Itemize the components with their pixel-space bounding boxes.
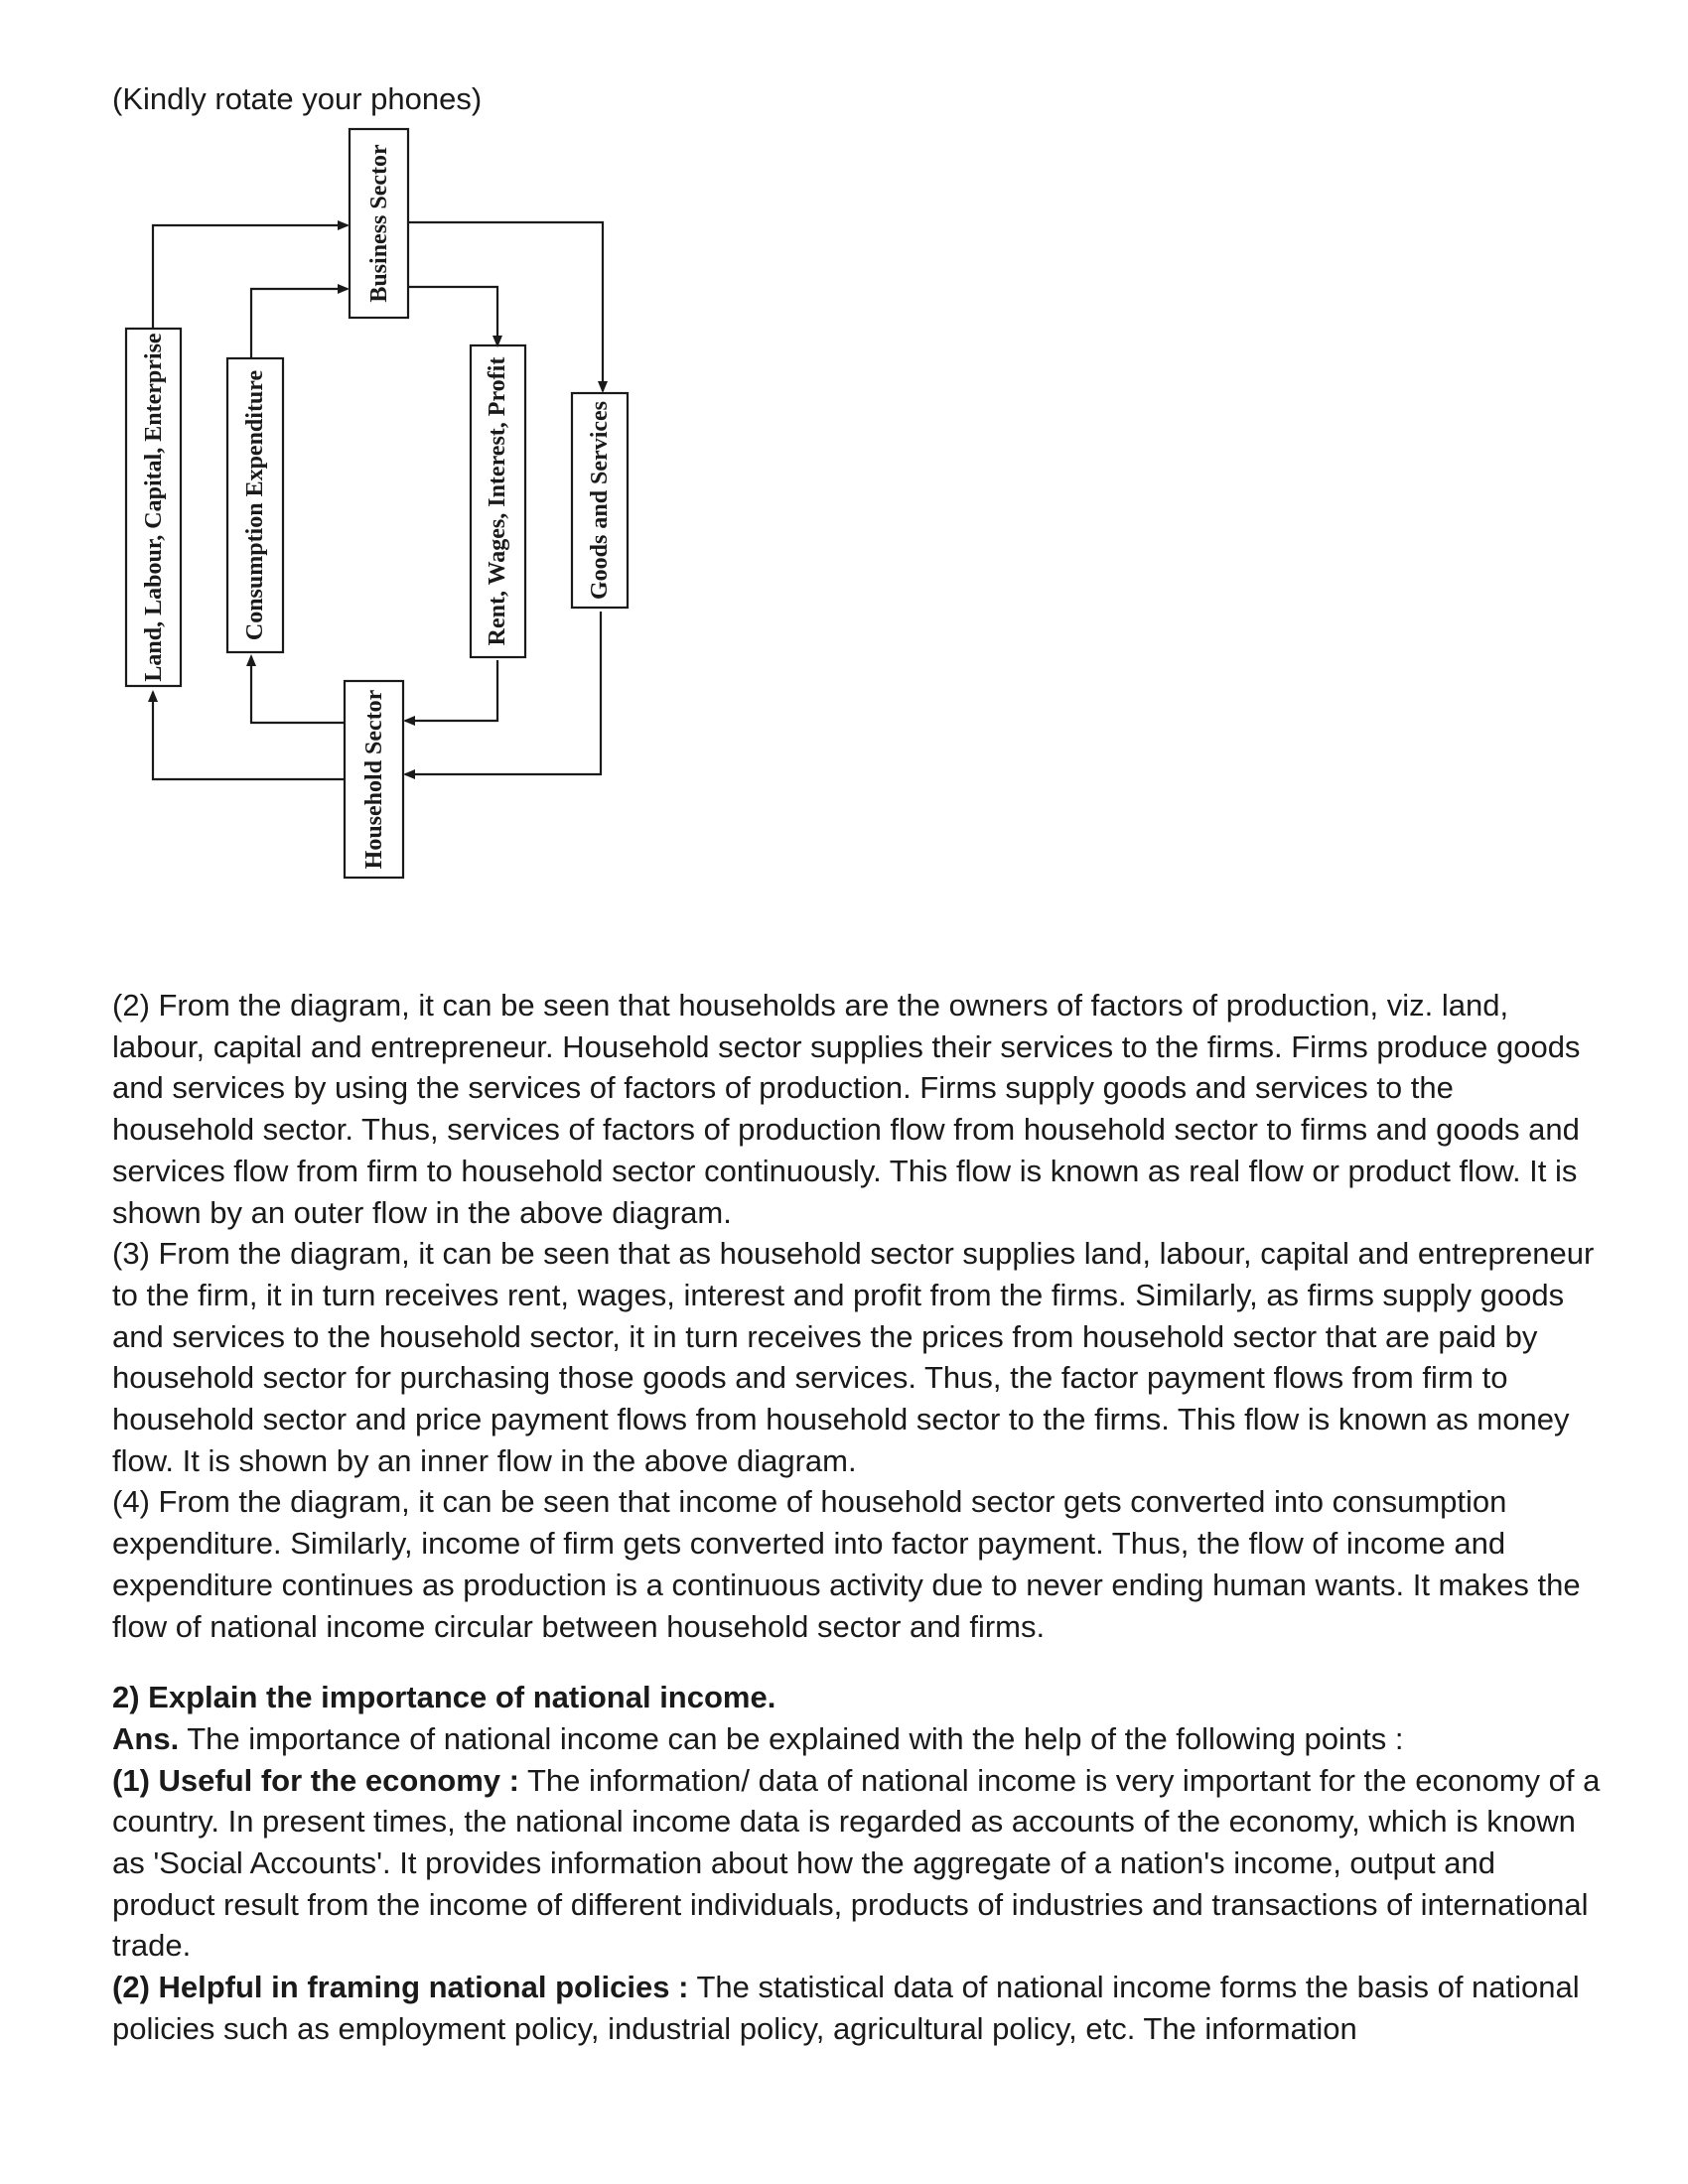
paragraph-2: (2) From the diagram, it can be seen that households are the owners of factors of production, viz. land, labour, capital and entrepreneur. Household sector supplies their services to the firms. Firms produce goods and services by using the services of factors of production. Firms supply goods and services to the household sector. Thus, services of factors of production flow from household sector to firms and goods and services flow from firm to household sector continuously. This flow is known as real flow or product flow. It is shown by an outer flow in the above diagram. <box>112 988 1581 1230</box>
consumption-label: Consumption Expenditure <box>242 369 268 641</box>
business-sector-label: Business Sector <box>366 144 392 303</box>
factors-label: Land, Labour, Capital, Enterprise <box>141 333 167 682</box>
question-heading <box>112 1677 1602 1718</box>
body-text <box>112 985 1602 2050</box>
flow-line-consumption-out <box>251 289 348 358</box>
point-1-heading: (1) Useful for the economy : <box>112 1762 519 1798</box>
point-1-paragraph <box>112 1760 1602 1968</box>
answer-paragraph <box>112 1718 1602 1760</box>
answer-label: Ans. <box>112 1720 180 1756</box>
point-2-paragraph <box>112 1967 1602 2049</box>
household-sector-label: Household Sector <box>361 689 387 870</box>
point-1-text: The information/ data of national income is very important for the economy of a country. In present times, the national income data is regarded as accounts of the economy, which is known as 'Social Accounts'. It provides information about how the aggregate of a nation's income, output and product result from the income of different individuals, products of industries and transactions of international trade. <box>112 1762 1601 1964</box>
question-text: 2) Explain the importance of national income. <box>112 1680 776 1715</box>
flow-line-consumption-in <box>251 656 345 723</box>
paragraph-3: (3) From the diagram, it can be seen that as household sector supplies land, labour, capital and entrepreneur to the firm, it in turn receives rent, wages, interest and profit from the firms. Similarly, as firms supply goods and services to the household sector, it in turn receives the prices from household sector that are paid by household sector for purchasing those goods and services. Thus, the factor payment flows from firm to household sector and price payment flows from household sector to the firms. This flow is known as money flow. It is shown by an inner flow in the above diagram. <box>112 1236 1595 1478</box>
paragraph-4: (4) From the diagram, it can be seen that income of household sector gets converted into consumption expenditure. Similarly, income of firm gets converted into factor payment. Thus, the flow of income and expenditure continues as production is a continuous activity due to never ending human wants. It makes the flow of national income circular between household sector and firms. <box>112 1484 1581 1644</box>
flow-line-factors-in <box>153 692 345 779</box>
flow-line-income-in <box>409 287 497 345</box>
point-2-text: The statistical data of national income forms the basis of national policies such as employment policy, industrial policy, agricultural policy, etc. The information <box>112 1970 1580 2046</box>
rotate-note: (Kindly rotate your phones) <box>112 81 483 116</box>
circular-flow-diagram <box>99 119 655 893</box>
section-gap <box>112 1647 1602 1677</box>
point-2-heading: (2) Helpful in framing national policies : <box>112 1970 689 2005</box>
flow-line-income-out <box>405 660 497 721</box>
goods-label: Goods and Services <box>587 400 613 601</box>
factor-income-label: Rent, Wages, Interest, Profit <box>485 356 510 646</box>
answer-intro: The importance of national income can be explained with the help of the following points : <box>179 1720 1404 1756</box>
